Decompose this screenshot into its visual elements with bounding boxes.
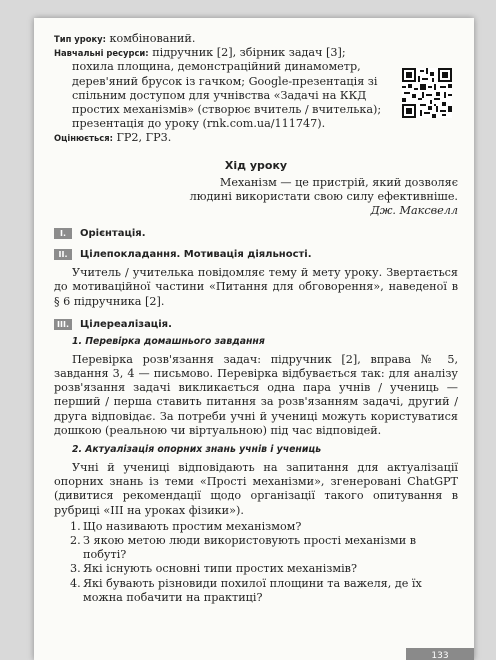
page-content (54, 32, 458, 605)
section-number-badge: III. (54, 319, 72, 330)
lesson-heading: Хід уроку (224, 158, 288, 172)
learning-resources (54, 46, 458, 131)
section-number-badge: II. (54, 249, 72, 260)
section-title: Цілепокладання. Мотивація діяльності. (80, 249, 312, 261)
homework-check-title: 1. Перевірка домашнього завдання (72, 335, 265, 347)
assessment (54, 131, 458, 145)
epigraph-line-1: Механізм — це пристрій, який дозволяє (219, 175, 458, 189)
list-item (70, 577, 458, 605)
resources-value: підручник [2], збірник задач [3]; похила площина, демонстраційний динамометр, дерев'яний брусок із гачком; Google-презентація зі спільним доступом для учнівства «Задачі на ККД простих механізмів» (створює вчитель / вчителька); презентація до уроку (rnk.com.ua/111747). (72, 46, 382, 131)
goal-setting-text: Учитель / учителька повідомляє тему й мету уроку. Звертається до мотиваційної частини «Питання для обговорення», наведеної в § 6 підручника [2]. (54, 266, 458, 308)
question-text: Що називають простим механізмом? (83, 519, 302, 533)
assessment-label: Оцінюється: (54, 133, 113, 144)
list-item (70, 534, 458, 562)
lesson-type (54, 32, 458, 46)
section-goal-setting (54, 249, 458, 260)
question-text: З якою метою люди використовують прості механізми в побуті? (83, 534, 417, 562)
knowledge-update-text: Учні й учениці відповідають на запитання для актуалізації опорних знань із теми «Прості механізми», згенеровані ChatGPT (дивитися рекомендації щодо організації такого опитування в рубриці «ІІІ на уроках фізики»). (54, 461, 458, 517)
page-number: 133 (406, 648, 474, 660)
document-page (34, 18, 474, 660)
question-number: 3. (70, 562, 81, 576)
question-number: 4. (70, 576, 81, 590)
section-realization (54, 319, 458, 330)
assessment-value: ГР2, ГР3. (116, 131, 172, 145)
question-text: Які існують основні типи простих механізмів? (83, 562, 357, 576)
epigraph-author: Дж. Максвелл (370, 204, 458, 218)
knowledge-update-title: 2. Актуалізація опорних знань учнів і учениць (72, 444, 322, 456)
qr-code[interactable] (402, 68, 452, 118)
lesson-type-value: комбінований. (109, 32, 196, 45)
lesson-type-label: Тип уроку: (54, 34, 106, 44)
resources-label: Навчальні ресурси: (54, 48, 149, 59)
epigraph-line-2: людині використати свою силу ефективніше. (189, 189, 458, 203)
question-text: Які бувають різновиди похилої площини та важеля, де їх можна побачити на практиці? (83, 576, 422, 604)
section-number-badge: I. (54, 228, 72, 239)
homework-check-text: Перевірка розв'язання задач: підручник [2], вправа № 5, завдання 3, 4 — письмово. Перевірка відбувається так: для аналізу розв'язання задачі викликається одна пара учнів / учениць — перший / перша ставить питання за розв'язанням задачі, другий / друга відповідає. За потреби учні й учениці можуть користуватися дошкою (реальною чи віртуальною) під час відповідей. (54, 352, 458, 437)
list-item (70, 520, 458, 534)
question-number: 1. (70, 519, 81, 533)
question-number: 2. (70, 534, 81, 548)
section-title: Цілереалізація. (80, 318, 172, 330)
question-list (54, 520, 458, 605)
section-orientation (54, 228, 458, 239)
list-item (70, 562, 458, 576)
section-title: Орієнтація. (80, 228, 146, 240)
